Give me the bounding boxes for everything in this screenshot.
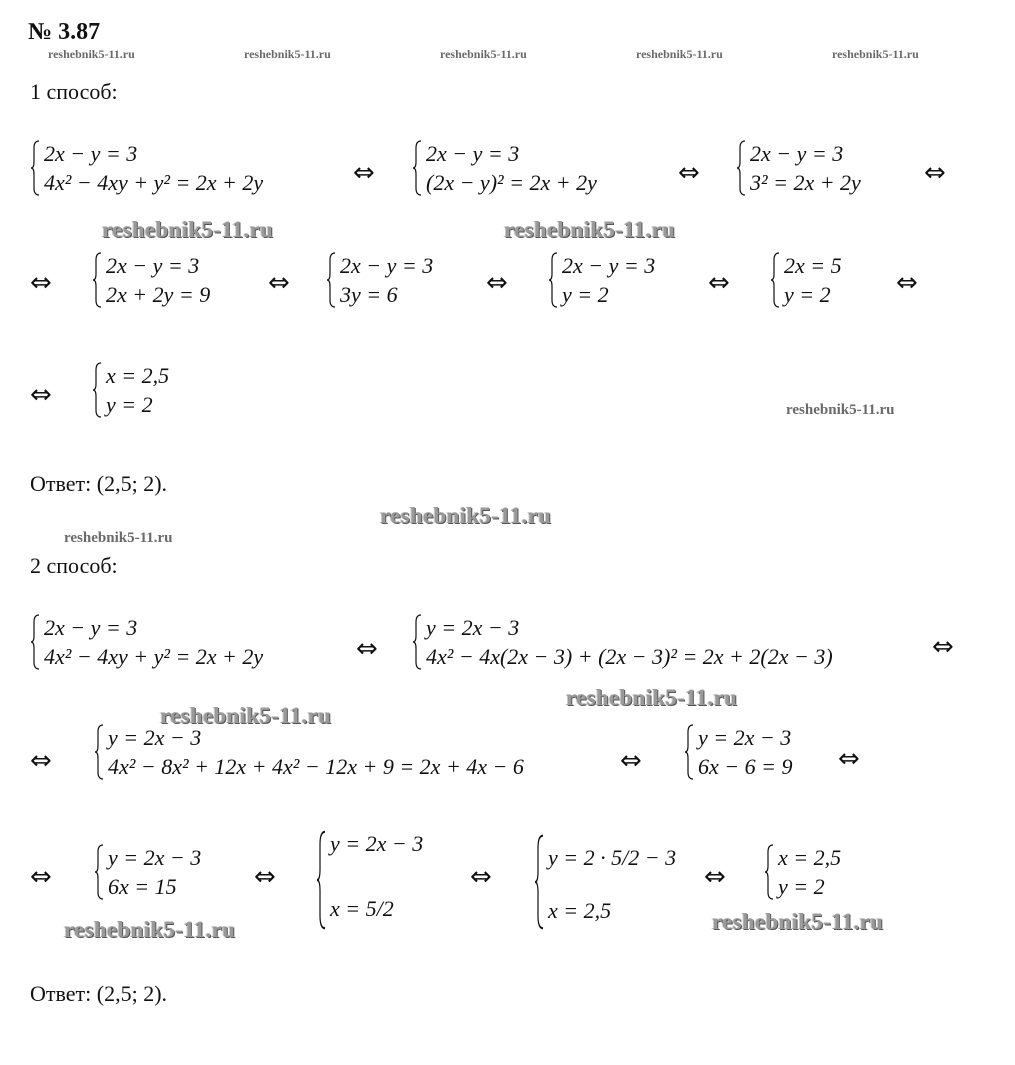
equation: 6x = 15 (108, 874, 177, 899)
brace-icon (548, 252, 558, 308)
system (92, 362, 169, 418)
system (316, 830, 423, 930)
equation: 3y = 6 (340, 282, 398, 307)
system (412, 140, 597, 196)
watermark: reshebnik5-11.ru (832, 47, 919, 61)
equation: 4x² − 4xy + y² = 2x + 2y (44, 170, 264, 195)
equation: y = 2x − 3 (330, 831, 424, 856)
problem-number: № 3.87 (28, 19, 101, 45)
equivalence-arrow: ⇔ (704, 862, 726, 892)
system (94, 724, 524, 780)
equivalence-arrow: ⇔ (932, 632, 954, 662)
equation: x = 5/2 (330, 896, 394, 921)
watermark: reshebnik5-11.ru (440, 47, 527, 61)
equation: 4x² − 8x² + 12x + 4x² − 12x + 9 = 2x + 4x − 6 (108, 754, 524, 779)
system (30, 614, 263, 670)
brace-icon (770, 252, 780, 308)
brace-icon (94, 844, 104, 900)
equivalence-arrow: ⇔ (896, 268, 918, 298)
equation: 2x − y = 3 (44, 141, 138, 166)
equation: y = 2 (562, 282, 609, 307)
brace-icon (412, 140, 422, 196)
watermark: reshebnik5-11.ru (244, 47, 331, 61)
equation: y = 2x − 3 (698, 725, 792, 750)
method1-heading: 1 способ: (30, 79, 118, 104)
equation: y = 2x − 3 (108, 725, 202, 750)
equation: y = 2x − 3 (426, 615, 520, 640)
equation: 4x² − 4x(2x − 3) + (2x − 3)² = 2x + 2(2x − 3) (426, 644, 833, 669)
brace-icon (764, 844, 774, 900)
equation: 2x − y = 3 (106, 253, 200, 278)
brace-icon (412, 614, 422, 670)
equivalence-arrow: ⇔ (353, 158, 375, 188)
watermark: reshebnik5-11.ru (160, 703, 332, 728)
equation: y = 2x − 3 (108, 845, 202, 870)
system (534, 834, 676, 930)
equation: 2x − y = 3 (340, 253, 434, 278)
equivalence-arrow: ⇔ (356, 634, 378, 664)
watermark: reshebnik5-11.ru (102, 217, 274, 242)
brace-icon (30, 614, 40, 670)
watermark: reshebnik5-11.ru (566, 685, 738, 710)
system (92, 252, 210, 308)
equivalence-arrow: ⇔ (486, 268, 508, 298)
equation: y = 2 · 5/2 − 3 (548, 845, 677, 870)
system (30, 140, 263, 196)
equivalence-arrow: ⇔ (708, 268, 730, 298)
equation: x = 2,5 (106, 363, 170, 388)
brace-icon (684, 724, 694, 780)
brace-icon (534, 834, 544, 930)
brace-icon (92, 252, 102, 308)
system (764, 844, 841, 900)
equivalence-arrow: ⇔ (254, 862, 276, 892)
equation: 2x − y = 3 (426, 141, 520, 166)
equivalence-arrow: ⇔ (30, 268, 52, 298)
brace-icon (736, 140, 746, 196)
answer: Ответ: (2,5; 2). (30, 471, 168, 496)
system (548, 252, 655, 308)
watermark: reshebnik5-11.ru (64, 917, 236, 942)
method2-heading: 2 способ: (30, 553, 118, 578)
system (94, 844, 201, 900)
equation: 4x² − 4xy + y² = 2x + 2y (44, 644, 264, 669)
equivalence-arrow: ⇔ (620, 746, 642, 776)
system (412, 614, 833, 670)
equation: y = 2 (106, 392, 153, 417)
system (326, 252, 433, 308)
watermark: reshebnik5-11.ru (64, 530, 173, 546)
brace-icon (94, 724, 104, 780)
brace-icon (316, 830, 326, 930)
equation: y = 2 (784, 282, 831, 307)
equivalence-arrow: ⇔ (678, 158, 700, 188)
equation: 2x + 2y = 9 (106, 282, 211, 307)
equivalence-arrow: ⇔ (838, 744, 860, 774)
watermark: reshebnik5-11.ru (786, 402, 895, 418)
equation: 2x = 5 (784, 253, 842, 278)
equation: 2x − y = 3 (44, 615, 138, 640)
watermark: reshebnik5-11.ru (636, 47, 723, 61)
equivalence-arrow: ⇔ (30, 380, 52, 410)
brace-icon (30, 140, 40, 196)
equation: 2x − y = 3 (750, 141, 844, 166)
equation: (2x − y)² = 2x + 2y (426, 170, 597, 195)
equivalence-arrow: ⇔ (268, 268, 290, 298)
equivalence-arrow: ⇔ (470, 862, 492, 892)
watermark: reshebnik5-11.ru (712, 909, 884, 934)
brace-icon (326, 252, 336, 308)
equivalence-arrow: ⇔ (30, 862, 52, 892)
watermark: reshebnik5-11.ru (504, 217, 676, 242)
equation: x = 2,5 (778, 845, 842, 870)
answer: Ответ: (2,5; 2). (30, 981, 168, 1006)
system (684, 724, 792, 780)
equivalence-arrow: ⇔ (924, 158, 946, 188)
watermark: reshebnik5-11.ru (380, 503, 552, 528)
system (736, 140, 861, 196)
equivalence-arrow: ⇔ (30, 746, 52, 776)
equation: 2x − y = 3 (562, 253, 656, 278)
equation: 6x − 6 = 9 (698, 754, 793, 779)
equation: y = 2 (778, 874, 825, 899)
system (770, 252, 842, 308)
brace-icon (92, 362, 102, 418)
watermark: reshebnik5-11.ru (48, 47, 135, 61)
equation: 3² = 2x + 2y (750, 170, 861, 195)
equation: x = 2,5 (548, 898, 612, 923)
